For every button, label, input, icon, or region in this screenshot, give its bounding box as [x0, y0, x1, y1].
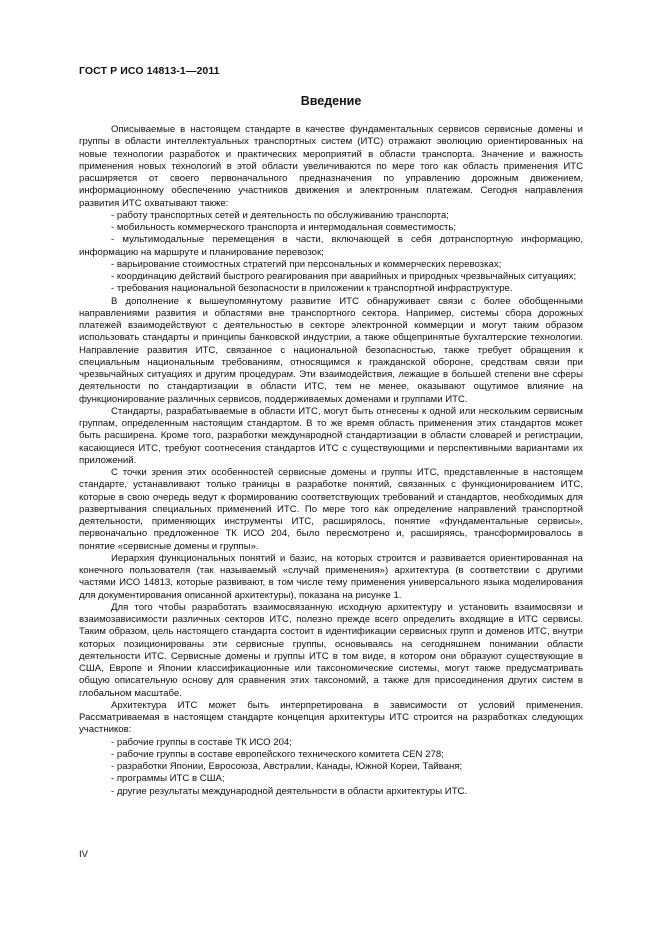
document-header: ГОСТ Р ИСО 14813-1—2011 [79, 65, 220, 77]
section-title: Введение [300, 94, 362, 108]
list-item: - другие результаты международной деятельности в области архитектуры ИТС. [111, 785, 468, 797]
paragraph: Иерархия функциональных понятий и базис, на которых строится и развивается ориентированная на конечного пользователя (так называемый «случай применения») архитектура (в соответствии с другими частями ИСО 14813, которые развивают, в том числе тему применения универсального языка моделирования для документирования описанной архитектуры), показана на рисунке 1. [79, 552, 583, 601]
paragraph: В дополнение к вышеупомянутому развитие ИТС обнаруживает связи с более обобщенными направлениями развития и областями вне транспортного сектора. Например, системы сбора дорожных платежей взаимодействуют с деятельностью в секторе электронной коммерции и могут таким образом использовать стандарты и принципы банковской индустрии, а также общепринятые бухгалтерские технологии. Направление развития ИТС, связанное с национальной безопасностью, также требует обращения к специальным национальным требованиям, относящимся к гражданской обороне, средствам связи при чрезвычайных ситуациях и другим процедурам. Эти взаимодействия, лежащие в большей степени вне сферы деятельности по стандартизации в области ИТС, тем не менее, оказывают ощутимое влияние на функционирование различных сервисов, поддерживаемых доменами и группами ИТС. [79, 295, 583, 405]
body-text [79, 124, 583, 798]
list-item: - рабочие группы в составе европейского технического комитета CEN 278; [111, 748, 444, 760]
list-item: - варьирование стоимостных стратегий при персональных и коммерческих перевозках; [111, 258, 502, 270]
list-item: - работу транспортных сетей и деятельность по обслуживанию транспорта; [111, 209, 449, 221]
list-item: - мобильность коммерческого транспорта и интермодальная совместимость; [111, 222, 457, 233]
list-item: - программы ИТС в США; [111, 773, 225, 785]
paragraph: Для того чтобы разработать взаимосвязанную исходную архитектуру и установить взаимосвязи и взаимозависимости различных секторов ИТС, полезно прежде всего определить входящие в ИТС сервисы. Таким образом, цель настоящего стандарта состоит в идентификации сервисных групп и доменов ИТС, внутри которых позиционированы эти сервисные группы, основываясь на сегодняшнем понимании области деятельности ИТС. Сервисные домены и группы ИТС в том виде, в котором они образуют существующие в США, Европе и Японии классификационные или таксономические системы, могут также предусматривать общую описательную основу для сравнения этих таксономий, а также для присоединения других систем в глобальном масштабе. [79, 601, 583, 699]
paragraph: С точки зрения этих особенностей сервисные домены и группы ИТС, представленные в настоящем стандарте, устанавливают только границы в разработке понятий, связанных с функционированием ИТС, которые в свою очередь ведут к формированию соответствующих требований и стандартов, необходимых для развертывания специальных применений ИТС. По мере того как определение направлений транспортной деятельности, применяющих инструменты ИТС, расширялось, понятие «фундаментальные сервисы», первоначально предложенное ТК ИСО 204, было пересмотрено и, расширяясь, трансформировалось в понятие «сервисные домены и группы». [79, 467, 583, 552]
page-number: IV [79, 849, 88, 860]
list-item: - требования национальной безопасности в приложении к транспортной инфраструктуре. [111, 283, 513, 295]
paragraph: Стандарты, разрабатываемые в области ИТС, могут быть отнесены к одной или нескольким сервисным группам, определенным настоящим стандартом. В то же время область применения этих стандартов может быть расширена. Кроме того, разработки международной стандартизации в области словарей и регистрации, касающиеся ИТС, требуют соотнесения стандартов ИТС с существующими и перспективными вариантами их приложений. [79, 405, 583, 466]
paragraph: Описываемые в настоящем стандарте в качестве фундаментальных сервисов сервисные домены и группы в области интеллектуальных транспортных систем (ИТС) отражают эволюцию ориентированных на новые технологии разработок и практических мероприятий в области транспорта. Значение и важность применения новых технологий в этой области увеличиваются по мере того как область применения ИТС расширяется от своего первоначального предназначения по управлению дорожным движением, информационному обеспечению участников движения и электронным платежам. Сегодня направления развития ИТС охватывают также: [79, 124, 583, 209]
paragraph: Архитектура ИТС может быть интерпретирована в зависимости от условий применения. Рассматриваемая в настоящем стандарте концепция архитектуры ИТС строится на разработках следующих участников: [79, 699, 583, 736]
list-item: - мультимодальные перемещения в части, включающей в себя дотранспортную информацию, информацию на маршруте и планирование перевозок; [79, 234, 583, 258]
list-item: - разработки Японии, Евросоюза, Австралии, Канады, Южной Кореи, Тайваня; [111, 761, 463, 772]
list-item: - координацию действий быстрого реагирования при аварийных и природных чрезвычайных ситуациях; [111, 271, 577, 282]
list-item: - рабочие группы в составе ТК ИСО 204; [111, 736, 292, 748]
